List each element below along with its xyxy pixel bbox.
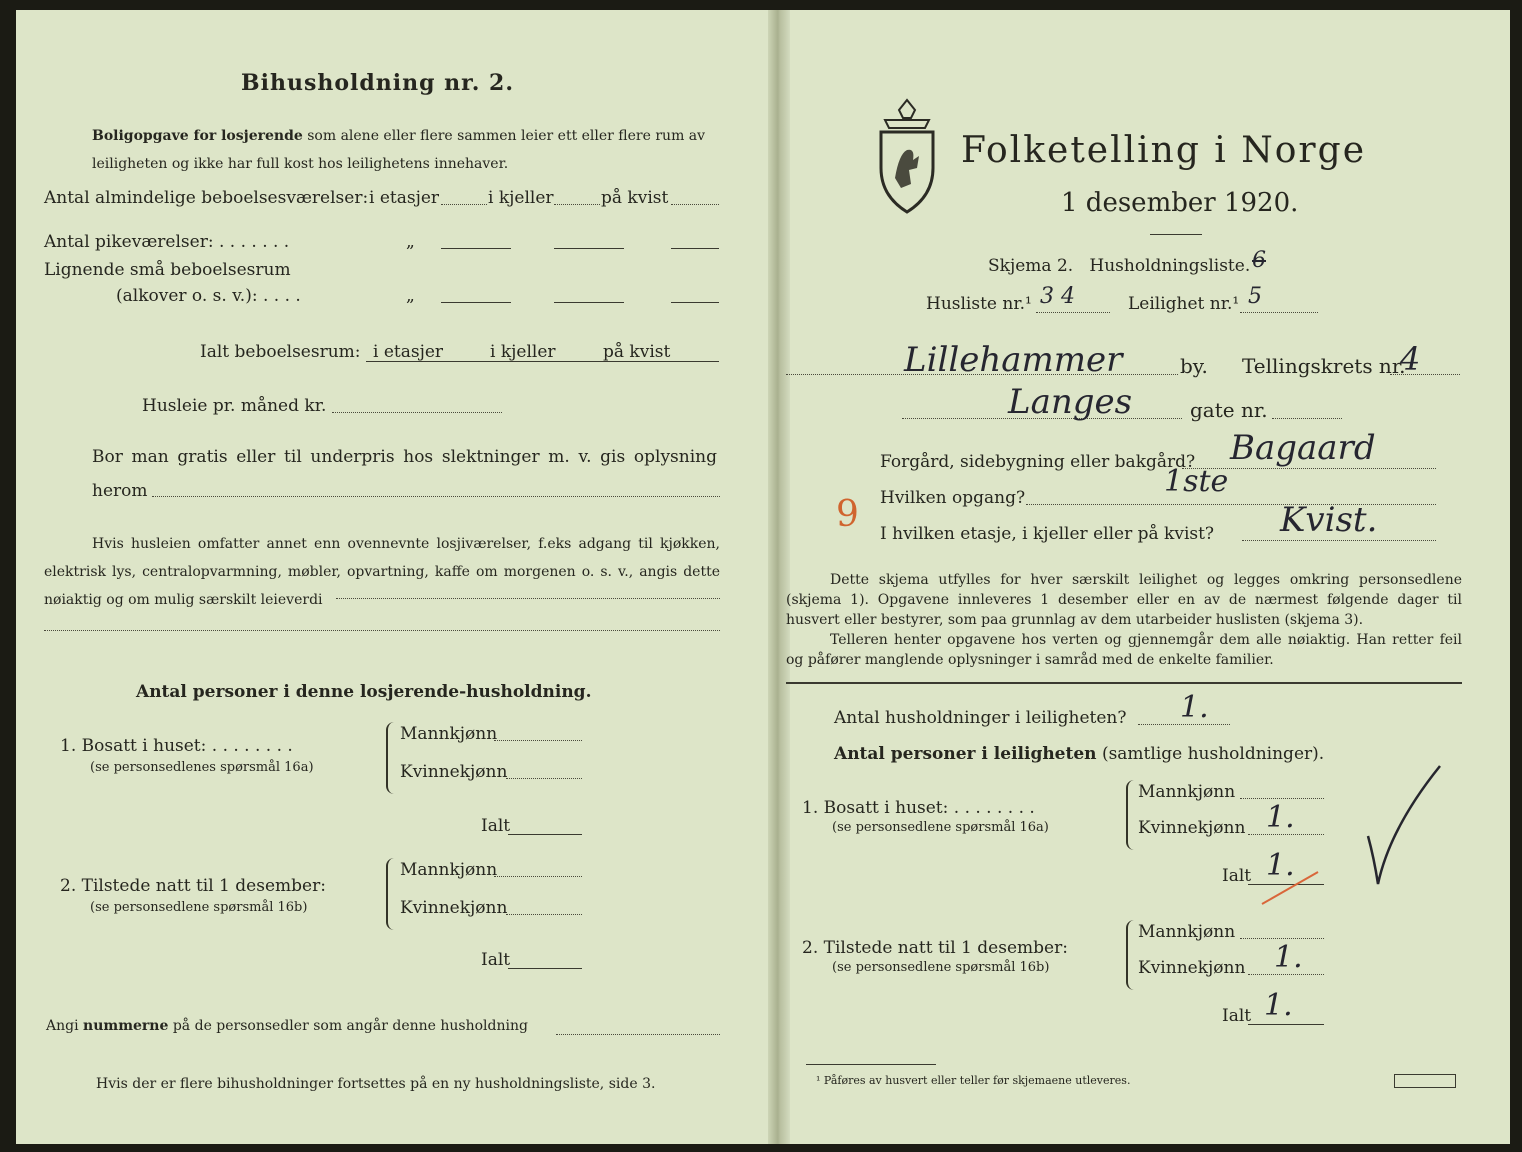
tilstede-ialt-value: 1.: [1264, 988, 1293, 1023]
instructions: Dette skjema utfylles for hver særskilt leilighet og legges omkring personsedlene (skjema 1). Opgavene innleveres 1 desember eller en av de nærmest følgende dager til husvert eller bestyrer, som paa grunnlag av dem utarbeider huslisten (skjema 3). Telleren henter opgavene hos verten og gjennemgår dem alle nøiaktig. Han retter feil og påfører manglende oplysninger i samråd med de enkelte familier.: [786, 572, 1462, 668]
left-persons-heading: Antal personer i denne losjerende-husholdning.: [136, 682, 592, 702]
red-correction-mark-icon: [1256, 850, 1326, 910]
rent-label: Husleie pr. måned kr.: [142, 396, 327, 416]
printer-stamp: [1394, 1074, 1456, 1088]
norway-coat-of-arms-icon: [871, 98, 943, 218]
schema-label: Skjema 2. Husholdningsliste.: [988, 256, 1251, 276]
small-rooms-label: Lignende små beboelsesrum: [44, 260, 291, 280]
footnote: ¹ Påføres av husvert eller teller før skjemaene utleveres.: [816, 1074, 1131, 1087]
tilstede-kvinne-value: 1.: [1274, 940, 1303, 975]
left-intro: Boligopgave for losjerende som alene eller flere sammen leier ett eller flere rum av leiligheten og ikke har full kost hos leilighetens innehaver.: [92, 128, 706, 172]
bosatt-kvinne-value: 1.: [1266, 800, 1295, 835]
tellingskrets-value: 4: [1400, 340, 1421, 378]
ialt-rooms-label: Ialt beboelsesrum:: [200, 342, 361, 362]
rooms-label: Antal almindelige beboelsesværelser:: [44, 188, 369, 208]
rooms-i-etasjer: i etasjer: [369, 188, 440, 208]
households-value: 1.: [1180, 690, 1209, 725]
alkover-label: (alkover o. s. v.): . . . .: [116, 286, 301, 306]
census-form-sheet: Bihusholdning nr. 2. Boligopgave for losjerende som alene eller flere sammen leier ett eller flere rum av leiligheten og ikke har full kost hos leilighetens innehaver. Antal almindelige beboelsesværelser: i etasjer i kjeller på kvist Antal pikeværelser: . . . . . . . „ Lignende små beboelsesrum (alkover o. s. v.): . . . . „ Ialt beboelsesrum: i etasjer i kjeller på kvist Husleie pr. måned kr. Bor man gratis eller til underpris hos slektninger m. v. gis oplysning herom Hvis husleien omfatter annet enn ovennevnte losjiværelser, f.eks adgang til kjøkken, elektrisk lys, centralopvarmning, møbler, opvartning, kaffe om morgenen o. s. v., angis dette nøiaktig og om mulig særskilt leieverdi Antal personer i denne losjerende-husholdning. 1. Bosatt i huset: . . . . . . . . (se personsedlenes spørsmål 16a) Mannkjønn Kvinnekjønn Ialt 2. Tilstede natt til 1 desember: (se personsedlene spørsmål 16b) Mannkjønn Kvinnekjønn Ialt Angi nummerne på de personsedler som angår denne husholdning Hvis der er flere bihusholdninger fortsettes på en ny husholdningsliste, side 3. Folketelling i Norge 1 desember 1920. Skjema 2. Husholdningsliste. 6 Husliste nr.¹ 3 4 Leilighet nr.¹ 5 Lillehammer by. Tellingskrets nr. 4 Langes gate nr. Forgård, sidebygning eller bakgård? Bagaard 9 Hvilken opgang? 1ste I hvilken etasje, i kjeller eller på kvist? Kvist. Dette skjema utfylles for hver særskilt leilighet og legges omkring personsedlene (skjema 1). Opgavene innleveres 1 desember eller en av de nærmest følgende dager til husvert eller bestyrer, som paa grunnlag av dem utarbeider huslisten (skjema 3). Telleren henter opgavene hos verten og gjennemgår dem alle nøiaktig. Han retter feil og påfører manglende oplysninger i samråd med de enkelte familier. Antal husholdninger i leiligheten? 1. Antal personer i leiligheten (samtlige husholdninger). 1. Bosatt i huset: . . . . . . . . (se personsedlene spørsmål 16a) Mannkjønn Kvinnekjønn 1. Ialt 1. 2. Tilstede natt til 1 desember: (se personsedlene spørsmål 16b) Mannkjønn Kvinnekjønn 1. Ialt 1. ¹ Påføres av husvert eller teller før skjemaene utleveres.: [16, 10, 1510, 1144]
right-persons-heading: Antal personer i leiligheten (samtlige husholdninger).: [834, 744, 1325, 764]
town-value: Lillehammer: [904, 340, 1123, 380]
census-date: 1 desember 1920.: [1061, 188, 1299, 218]
forgaard-value: Bagaard: [1230, 428, 1376, 468]
etasje-value: Kvist.: [1280, 500, 1378, 540]
street-value: Langes: [1008, 382, 1133, 422]
rooms-i-kjeller: i kjeller: [488, 188, 554, 208]
husliste-value: 3 4: [1040, 284, 1075, 309]
opgang-value: 1ste: [1164, 464, 1229, 499]
left-tilstede: 2. Tilstede natt til 1 desember:: [60, 876, 326, 896]
bosatt-ialt-value: 1.: [1266, 848, 1295, 883]
pike-label: Antal pikeværelser: . . . . . . .: [44, 232, 290, 252]
rooms-paa-kvist: på kvist: [601, 188, 669, 208]
continuation-note: Hvis der er flere bihusholdninger fortsettes på en ny husholdningsliste, side 3.: [96, 1076, 656, 1092]
red-note-value: 9: [836, 494, 859, 535]
angi-numbers: Angi nummerne på de personsedler som angår denne husholdning: [46, 1018, 528, 1034]
leilighet-value: 5: [1248, 284, 1262, 309]
householdlist-value: 6: [1252, 248, 1266, 273]
left-title: Bihusholdning nr. 2.: [241, 70, 514, 96]
page-title: Folketelling i Norge: [961, 130, 1366, 171]
gratis-question: Bor man gratis eller til underpris hos slektninger m. v. gis oplysning herom: [92, 447, 717, 501]
rent-includes-note: Hvis husleien omfatter annet enn ovennevnte losjiværelser, f.eks adgang til kjøkken, elektrisk lys, centralopvarmning, møbler, opvartning, kaffe om morgenen o. s. v., angis dette nøiaktig og om mulig særskilt leieverdi: [44, 536, 720, 608]
left-bosatt: 1. Bosatt i huset: . . . . . . . .: [60, 736, 293, 756]
check-mark-icon: [1360, 758, 1450, 898]
